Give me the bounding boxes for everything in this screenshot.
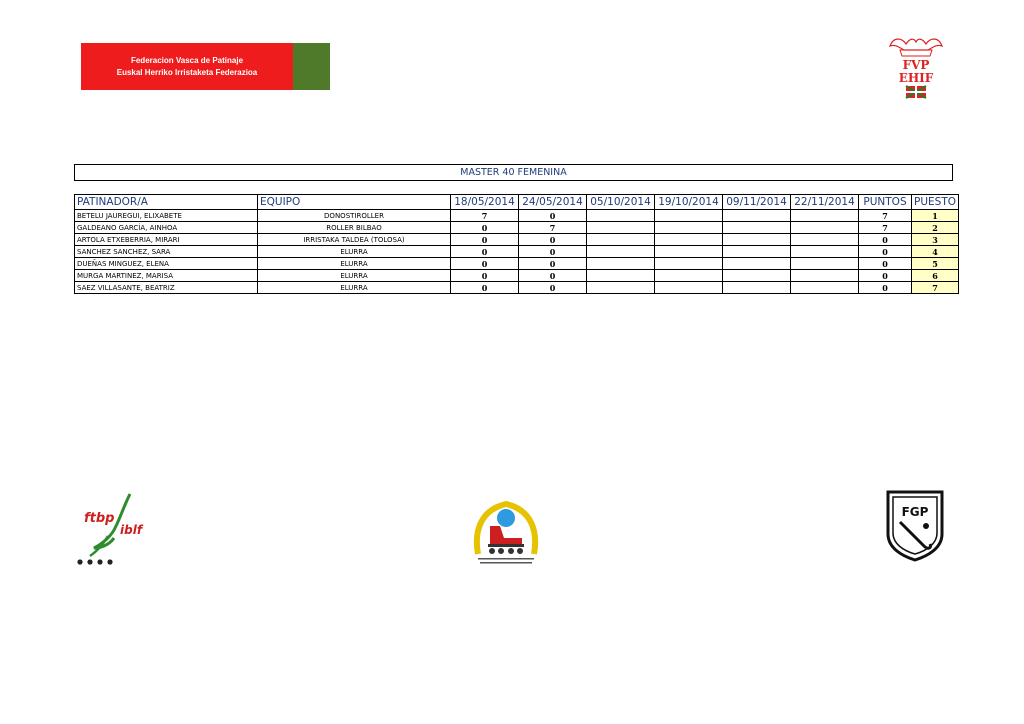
fvp-ehif-logo [884,32,948,100]
score-date-3 [587,282,655,294]
table-row [75,210,959,222]
score-date-1: 0 [451,258,519,270]
score-date-3 [587,258,655,270]
score-date-1: 0 [451,270,519,282]
team-name: ELURRA [258,282,451,294]
score-date-4 [655,258,723,270]
score-date-2: 7 [519,222,587,234]
banner-green-block [293,43,330,90]
iblf-text: iblf [120,523,143,537]
ehif-text: EHIF [898,71,934,85]
score-date-5 [723,258,791,270]
score-date-5 [723,282,791,294]
category-title: MASTER 40 FEMENINA [74,164,953,181]
table-row [75,282,959,294]
skater-name: DUEÑAS MINGUEZ, ELENA [75,258,258,270]
score-date-1: 0 [451,222,519,234]
table-row [75,246,959,258]
col-header-points: PUNTOS [859,195,912,210]
col-header-position: PUESTO [912,195,959,210]
score-date-6 [791,246,859,258]
score-date-6 [791,282,859,294]
final-position: 5 [912,258,959,270]
table-header-row [75,195,959,210]
skater-name: MURGA MARTINEZ, MARISA [75,270,258,282]
score-date-3 [587,222,655,234]
score-date-1: 0 [451,234,519,246]
score-date-1: 7 [451,210,519,222]
score-date-3 [587,246,655,258]
score-date-5 [723,210,791,222]
score-date-6 [791,234,859,246]
total-points: 0 [859,282,912,294]
score-date-4 [655,246,723,258]
score-date-4 [655,270,723,282]
score-date-2: 0 [519,246,587,258]
team-name: ELURRA [258,270,451,282]
ftbp-text: ftbp [84,511,115,526]
score-date-6 [791,210,859,222]
score-date-4 [655,222,723,234]
score-date-5 [723,234,791,246]
score-date-3 [587,234,655,246]
score-date-6 [791,222,859,234]
table-row [75,222,959,234]
total-points: 0 [859,234,912,246]
final-position: 1 [912,210,959,222]
final-position: 6 [912,270,959,282]
score-date-4 [655,210,723,222]
total-points: 0 [859,270,912,282]
skater-name: SAEZ VILLASANTE, BEATRIZ [75,282,258,294]
banner-line-2: Euskal Herriko Irristaketa Federazioa [116,68,258,77]
score-date-1: 0 [451,282,519,294]
score-date-6 [791,258,859,270]
score-date-4 [655,282,723,294]
ftbp-iblf-logo [72,492,144,568]
score-date-2: 0 [519,258,587,270]
fvp-text: FVP [902,58,930,72]
score-date-2: 0 [519,210,587,222]
final-position: 4 [912,246,959,258]
fgp-shield-logo [884,490,946,562]
col-header-skater: PATINADOR/A [75,195,258,210]
score-date-5 [723,246,791,258]
score-date-2: 0 [519,270,587,282]
banner-line-1: Federacion Vasca de Patinaje [130,56,244,65]
score-date-5 [723,222,791,234]
col-header-date-4: 19/10/2014 [655,195,723,210]
final-position: 2 [912,222,959,234]
score-date-3 [587,270,655,282]
skater-name: GALDEANO GARCÍA, AINHOA [75,222,258,234]
score-date-6 [791,270,859,282]
skater-name: ARTOLA ETXEBERRIA, MIRARI [75,234,258,246]
score-date-3 [587,210,655,222]
total-points: 7 [859,210,912,222]
total-points: 0 [859,246,912,258]
team-name: ELURRA [258,246,451,258]
federation-banner [81,43,330,90]
col-header-date-1: 18/05/2014 [451,195,519,210]
score-date-4 [655,234,723,246]
score-date-2: 0 [519,282,587,294]
team-name: IRRISTAKA TALDEA (TOLOSA) [258,234,451,246]
score-date-1: 0 [451,246,519,258]
score-date-2: 0 [519,234,587,246]
skate-federation-logo [470,496,542,568]
fgp-text: FGP [901,505,929,519]
results-table [74,194,959,294]
col-header-date-3: 05/10/2014 [587,195,655,210]
skater-name: SANCHEZ SANCHEZ, SARA [75,246,258,258]
banner-text [81,55,293,79]
total-points: 0 [859,258,912,270]
skater-name: BETELU JAUREGUI, ELIXABETE [75,210,258,222]
col-header-date-5: 09/11/2014 [723,195,791,210]
table-row [75,270,959,282]
col-header-date-6: 22/11/2014 [791,195,859,210]
team-name: ROLLER BILBAO [258,222,451,234]
final-position: 7 [912,282,959,294]
score-date-5 [723,270,791,282]
team-name: DONOSTIROLLER [258,210,451,222]
table-row [75,234,959,246]
team-name: ELURRA [258,258,451,270]
final-position: 3 [912,234,959,246]
total-points: 7 [859,222,912,234]
col-header-team: EQUIPO [258,195,451,210]
col-header-date-2: 24/05/2014 [519,195,587,210]
table-row [75,258,959,270]
